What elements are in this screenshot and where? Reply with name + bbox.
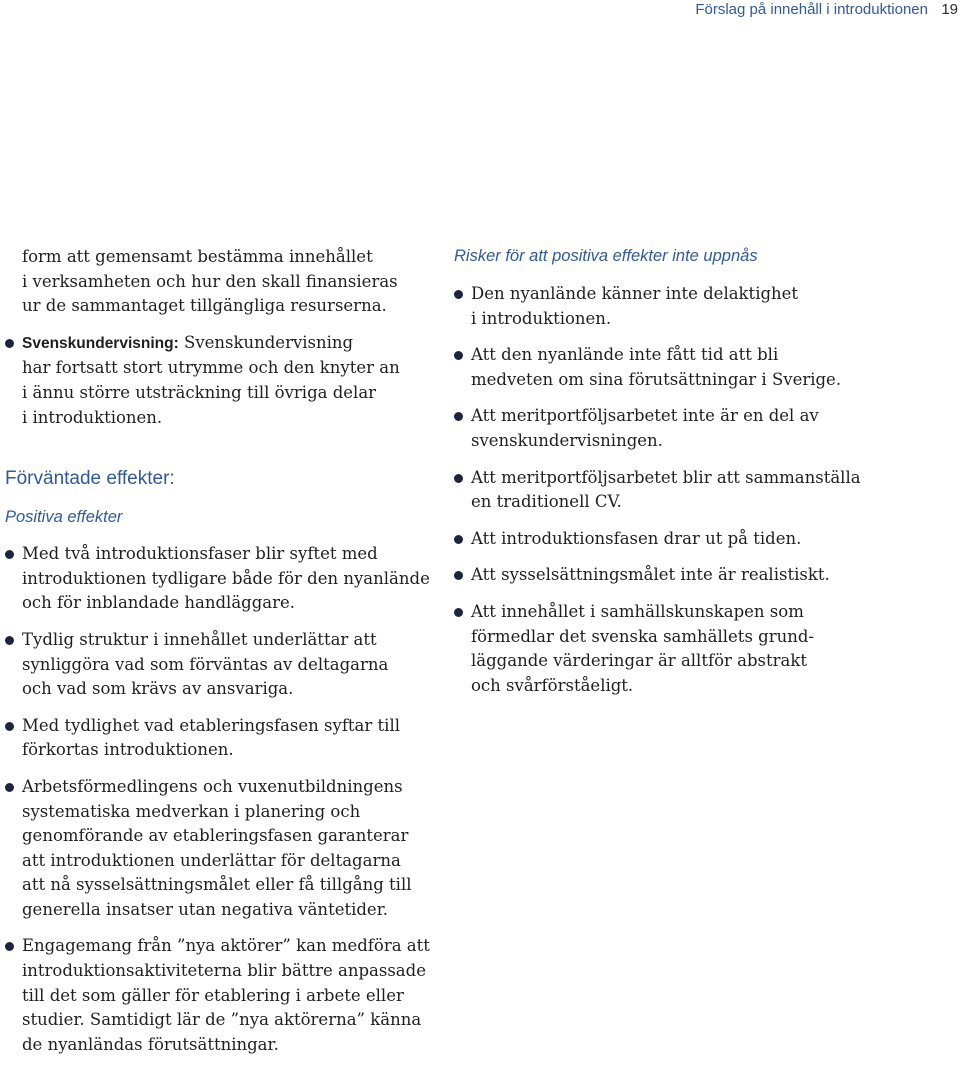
positive-effects-list: [5, 542, 435, 1057]
left-column: [5, 245, 435, 1057]
item-text: Tydlig struktur i innehållet underlättar att: [22, 629, 377, 649]
list-item: [5, 714, 435, 763]
item-text: Den nyanlände känner inte delaktighet: [471, 284, 799, 303]
item-text: förkortas introduktionen.: [22, 740, 234, 760]
intro-line: form att gemensamt bestämma innehållet: [22, 247, 373, 266]
item-text: introduktionen tydligare både för den nyanlände: [22, 568, 430, 588]
list-item: [454, 466, 894, 515]
item-text: svenskundervisningen.: [471, 430, 663, 450]
bullet-icon: [5, 722, 14, 731]
list-item: [454, 404, 894, 453]
item-text: Arbetsförmedlingens och vuxenutbildningens: [22, 776, 403, 796]
list-item: [5, 542, 435, 616]
item-text: förmedlar det svenska samhällets grund-: [471, 626, 814, 646]
item-text: och svårförståeligt.: [471, 675, 634, 695]
section-heading: Förväntade effekter:: [5, 468, 175, 490]
bullet-icon: [5, 339, 14, 348]
item-text: studier. Samtidigt lär de ”nya aktörerna” känna: [22, 1010, 422, 1030]
positive-effects-heading: Positiva effekter: [5, 508, 123, 527]
item-text: Att meritportföljsarbetet blir att sammanställa: [471, 467, 861, 487]
item-text: systematiska medverkan i planering och: [22, 801, 361, 821]
list-item-svenskundervisning: [5, 331, 435, 430]
item-text: generella insatser utan negativa väntetider.: [22, 899, 389, 919]
item-lead: Svenskundervisning:: [22, 334, 179, 352]
bullet-icon: [454, 535, 463, 544]
list-item: [5, 934, 435, 1057]
svensk-list: [5, 331, 435, 430]
bullet-icon: [5, 783, 14, 792]
item-text: de nyanländas förutsättningar.: [22, 1034, 279, 1054]
item-text: Att meritportföljsarbetet inte är en del av: [471, 406, 819, 426]
item-text: Att introduktionsfasen drar ut på tiden.: [471, 528, 802, 548]
bullet-icon: [454, 351, 463, 360]
item-text: en traditionell CV.: [471, 492, 622, 512]
risks-list: [454, 282, 894, 698]
list-item: [454, 563, 894, 588]
item-text: Med två introduktionsfaser blir syftet med: [22, 544, 378, 564]
list-item: [454, 282, 894, 331]
item-text: och vad som krävs av ansvariga.: [22, 679, 294, 699]
item-text: Att den nyanlände inte fått tid att bli: [471, 345, 779, 365]
item-text: i introduktionen.: [471, 308, 612, 328]
item-text: Att innehållet i samhällskunskapen som: [471, 601, 804, 621]
list-item: [5, 628, 435, 702]
item-text: Svenskundervisning: [178, 332, 354, 352]
item-text: i introduktionen.: [22, 407, 163, 427]
list-item: [454, 600, 894, 698]
item-text: introduktionsaktiviteterna blir bättre anpassade: [22, 961, 426, 981]
intro-line: i verksamheten och hur den skall finansieras: [22, 271, 398, 291]
risks-heading: Risker för att positiva effekter inte uppnås: [454, 247, 758, 265]
list-item: [454, 527, 894, 552]
item-text: medveten om sina förutsättningar i Sverige.: [471, 369, 842, 389]
item-text: i ännu större utsträckning till övriga delar: [22, 382, 377, 402]
page-number: 19: [941, 1, 958, 18]
bullet-icon: [454, 290, 463, 299]
bullet-icon: [5, 550, 14, 559]
item-text: har fortsatt stort utrymme och den knyter an: [22, 358, 400, 378]
intro-paragraph: [5, 245, 435, 319]
item-text: Med tydlighet vad etableringsfasen syftar till: [22, 715, 400, 735]
right-column: [454, 245, 894, 698]
item-text: till det som gäller för etablering i arbete eller: [22, 985, 404, 1005]
list-item: [5, 775, 435, 923]
item-text: och för inblandade handläggare.: [22, 593, 296, 613]
bullet-icon: [454, 474, 463, 483]
bullet-icon: [454, 412, 463, 421]
item-text: genomförande av etableringsfasen garanterar: [22, 826, 409, 846]
bullet-icon: [5, 636, 14, 645]
list-item: [454, 343, 894, 392]
item-text: Engagemang från ”nya aktörer” kan medföra att: [22, 936, 430, 956]
item-text: att nå sysselsättningsmålet eller få tillgång till: [22, 875, 412, 895]
intro-line: ur de sammantaget tillgängliga resurserna.: [22, 296, 387, 316]
item-text: synliggöra vad som förväntas av deltagarna: [22, 654, 389, 674]
page-header: [0, 0, 960, 22]
bullet-icon: [5, 942, 14, 951]
item-text: Att sysselsättningsmålet inte är realistiskt.: [471, 565, 830, 585]
item-text: läggande värderingar är alltför abstrakt: [471, 651, 807, 671]
running-header-title: Förslag på innehåll i introduktionen: [695, 1, 928, 18]
bullet-icon: [454, 608, 463, 617]
item-text: att introduktionen underlättar för deltagarna: [22, 850, 401, 870]
bullet-icon: [454, 571, 463, 580]
